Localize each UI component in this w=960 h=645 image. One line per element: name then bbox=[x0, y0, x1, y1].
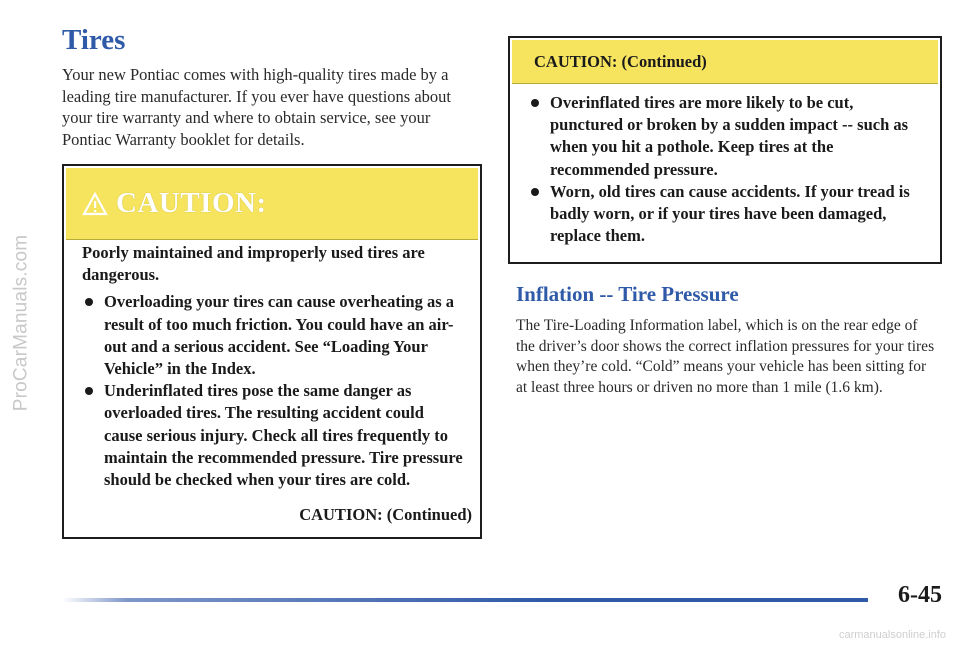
intro-paragraph: Your new Pontiac comes with high-quality tires made by a leading tire manufacturer. If you ever have questions about your tire warranty and where to obtain service, see your Pontiac Warranty booklet for details. bbox=[62, 65, 451, 149]
caution-bullet-list bbox=[82, 291, 466, 491]
caution-continued-bullet bbox=[528, 181, 928, 248]
caution-continued-label: CAUTION: (Continued) bbox=[299, 505, 472, 524]
inflation-heading: Inflation -- Tire Pressure bbox=[516, 282, 739, 306]
caution-box bbox=[62, 164, 482, 539]
footer-url: carmanualsonline.info bbox=[838, 629, 946, 641]
caution-heading: CAUTION: bbox=[116, 187, 267, 219]
watermark-text: ProCarManuals.com bbox=[10, 234, 32, 411]
caution-body bbox=[82, 242, 466, 491]
caution-continued-bullet-text: Worn, old tires can cause accidents. If your tread is badly worn, or if your tires have been damaged, replace them. bbox=[550, 181, 910, 246]
page-number: 6-45 bbox=[898, 582, 942, 608]
page-title: Tires bbox=[62, 24, 126, 56]
warning-triangle-icon bbox=[82, 192, 108, 216]
caution-continued-bullet-list bbox=[528, 92, 928, 247]
caution-continued-bullet bbox=[528, 92, 928, 181]
side-watermark bbox=[4, 0, 38, 645]
caution-bullet-text: Underinflated tires pose the same danger as overloaded tires. The resulting accident could cause serious injury. Check all tires frequently to maintain the recommended pressure. Tire pressure should be checked when your tires are cold. bbox=[104, 381, 463, 490]
caution-bullet-text: Overloading your tires can cause overheating as a result of too much friction. You could have an air-out and a serious accident. See “Loading Your Vehicle” in the Index. bbox=[104, 292, 454, 379]
caution-continued-body bbox=[528, 92, 928, 247]
caution-continued-header: CAUTION: (Continued) bbox=[512, 40, 938, 84]
bullet-icon bbox=[85, 387, 93, 395]
caution-bullet bbox=[82, 291, 466, 380]
inflation-paragraph: The Tire-Loading Information label, which is on the rear edge of the driver’s door shows the correct inflation pressures for your tires when they’re cold. “Cold” means your vehicle has been sitting for at least three hours or driven no more than 1 mile (1.6 km). bbox=[516, 317, 935, 396]
caution-bullet bbox=[82, 380, 466, 491]
bullet-icon bbox=[85, 298, 93, 306]
bullet-icon bbox=[531, 188, 539, 196]
caution-continued-bullet-text: Overinflated tires are more likely to be cut, punctured or broken by a sudden impact -- such as when you hit a pothole. Keep tires at the recommended pressure. bbox=[550, 93, 909, 179]
caution-lead: Poorly maintained and improperly used tires are dangerous. bbox=[82, 243, 425, 285]
bullet-icon bbox=[531, 99, 539, 107]
footer-rule bbox=[62, 598, 868, 602]
caution-continued-box bbox=[508, 36, 942, 264]
caution-header bbox=[66, 168, 478, 240]
